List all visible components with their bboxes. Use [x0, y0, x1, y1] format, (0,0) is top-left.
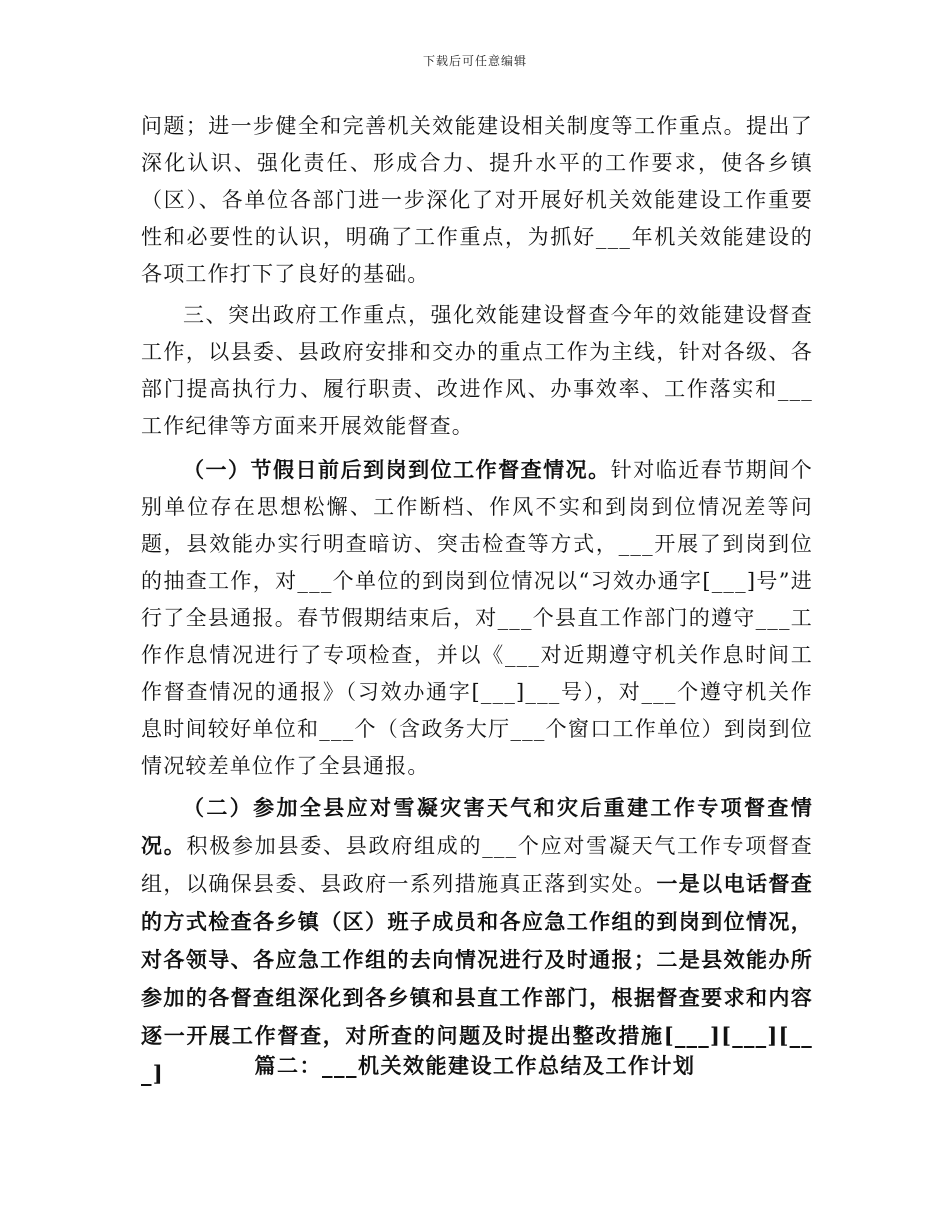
- paragraph-4-heading: （二）参加全县应对雪凝灾害天气和灾后重建工作专项督查情况。: [141, 795, 813, 858]
- paragraph-1: 问题；进一步健全和完善机关效能建设相关制度等工作重点。提出了深化认识、强化责任、形成合力、提升水平的工作要求，使各乡镇（区）、各单位各部门进一步深化了对开展好机关效能建设工作重要性和必要性的认识，明确了工作重点，为抓好___年机关效能建设的各项工作打下了良好的基础。: [141, 114, 813, 286]
- paragraph-4-bold-text: 一是以电话督查的方式检查各乡镇（区）班子成员和各应急工作组的到岗到位情况，对各领导、各应急工作组的去向情况进行及时通报；二是县效能办所参加的各督查组深化到各乡镇和县直工作部门，根据督查要求和内容逐一开展工作督查，对所查的问题及时提出整改措施[___][___][___]: [141, 871, 813, 1086]
- document-body: [141, 108, 813, 1093]
- paragraph-4-text: 积极参加县委、县政府组成的___个应对雪凝天气工作专项督查组，以确保县委、县政府一系列措施真正落到实处。: [141, 834, 813, 896]
- paragraph-3-text: 针对临近春节期间个别单位存在思想松懈、工作断档、作风不实和到岗到位情况差等问题，县效能办实行明查暗访、突击检查等方式，___开展了到岗到位的抽查工作，对___个单位的到岗到位情况以“习效办通字[___]号”进行了全县通报。春节假期结束后，对___个县直工作部门的遵守___工作作息情况进行了专项检查，并以《___对近期遵守机关作息时间工作督查情况的通报》（习效办通字[___]___号），对___个遵守机关作息时间较好单位和___个（含政务大厅___个窗口工作单位）到岗到位情况较差单位作了全县通报。: [141, 458, 813, 778]
- paragraph-3-heading: （一）节假日前后到岗到位工作督查情况。: [183, 457, 611, 482]
- section-title: 篇二：___机关效能建设工作总结及工作计划: [254, 1053, 696, 1078]
- paragraph-3: [141, 451, 813, 785]
- page-header: 下载后可任意编辑: [422, 54, 527, 68]
- paragraph-2: 三、突出政府工作重点，强化效能建设督查今年的效能建设督查工作，以县委、县政府安排和交办的重点工作为主线，针对各级、各部门提高执行力、履行职责、改进作风、办事效率、工作落实和___工作纪律等方面来开展效能督查。: [141, 303, 813, 438]
- paragraph-4: [141, 789, 813, 1093]
